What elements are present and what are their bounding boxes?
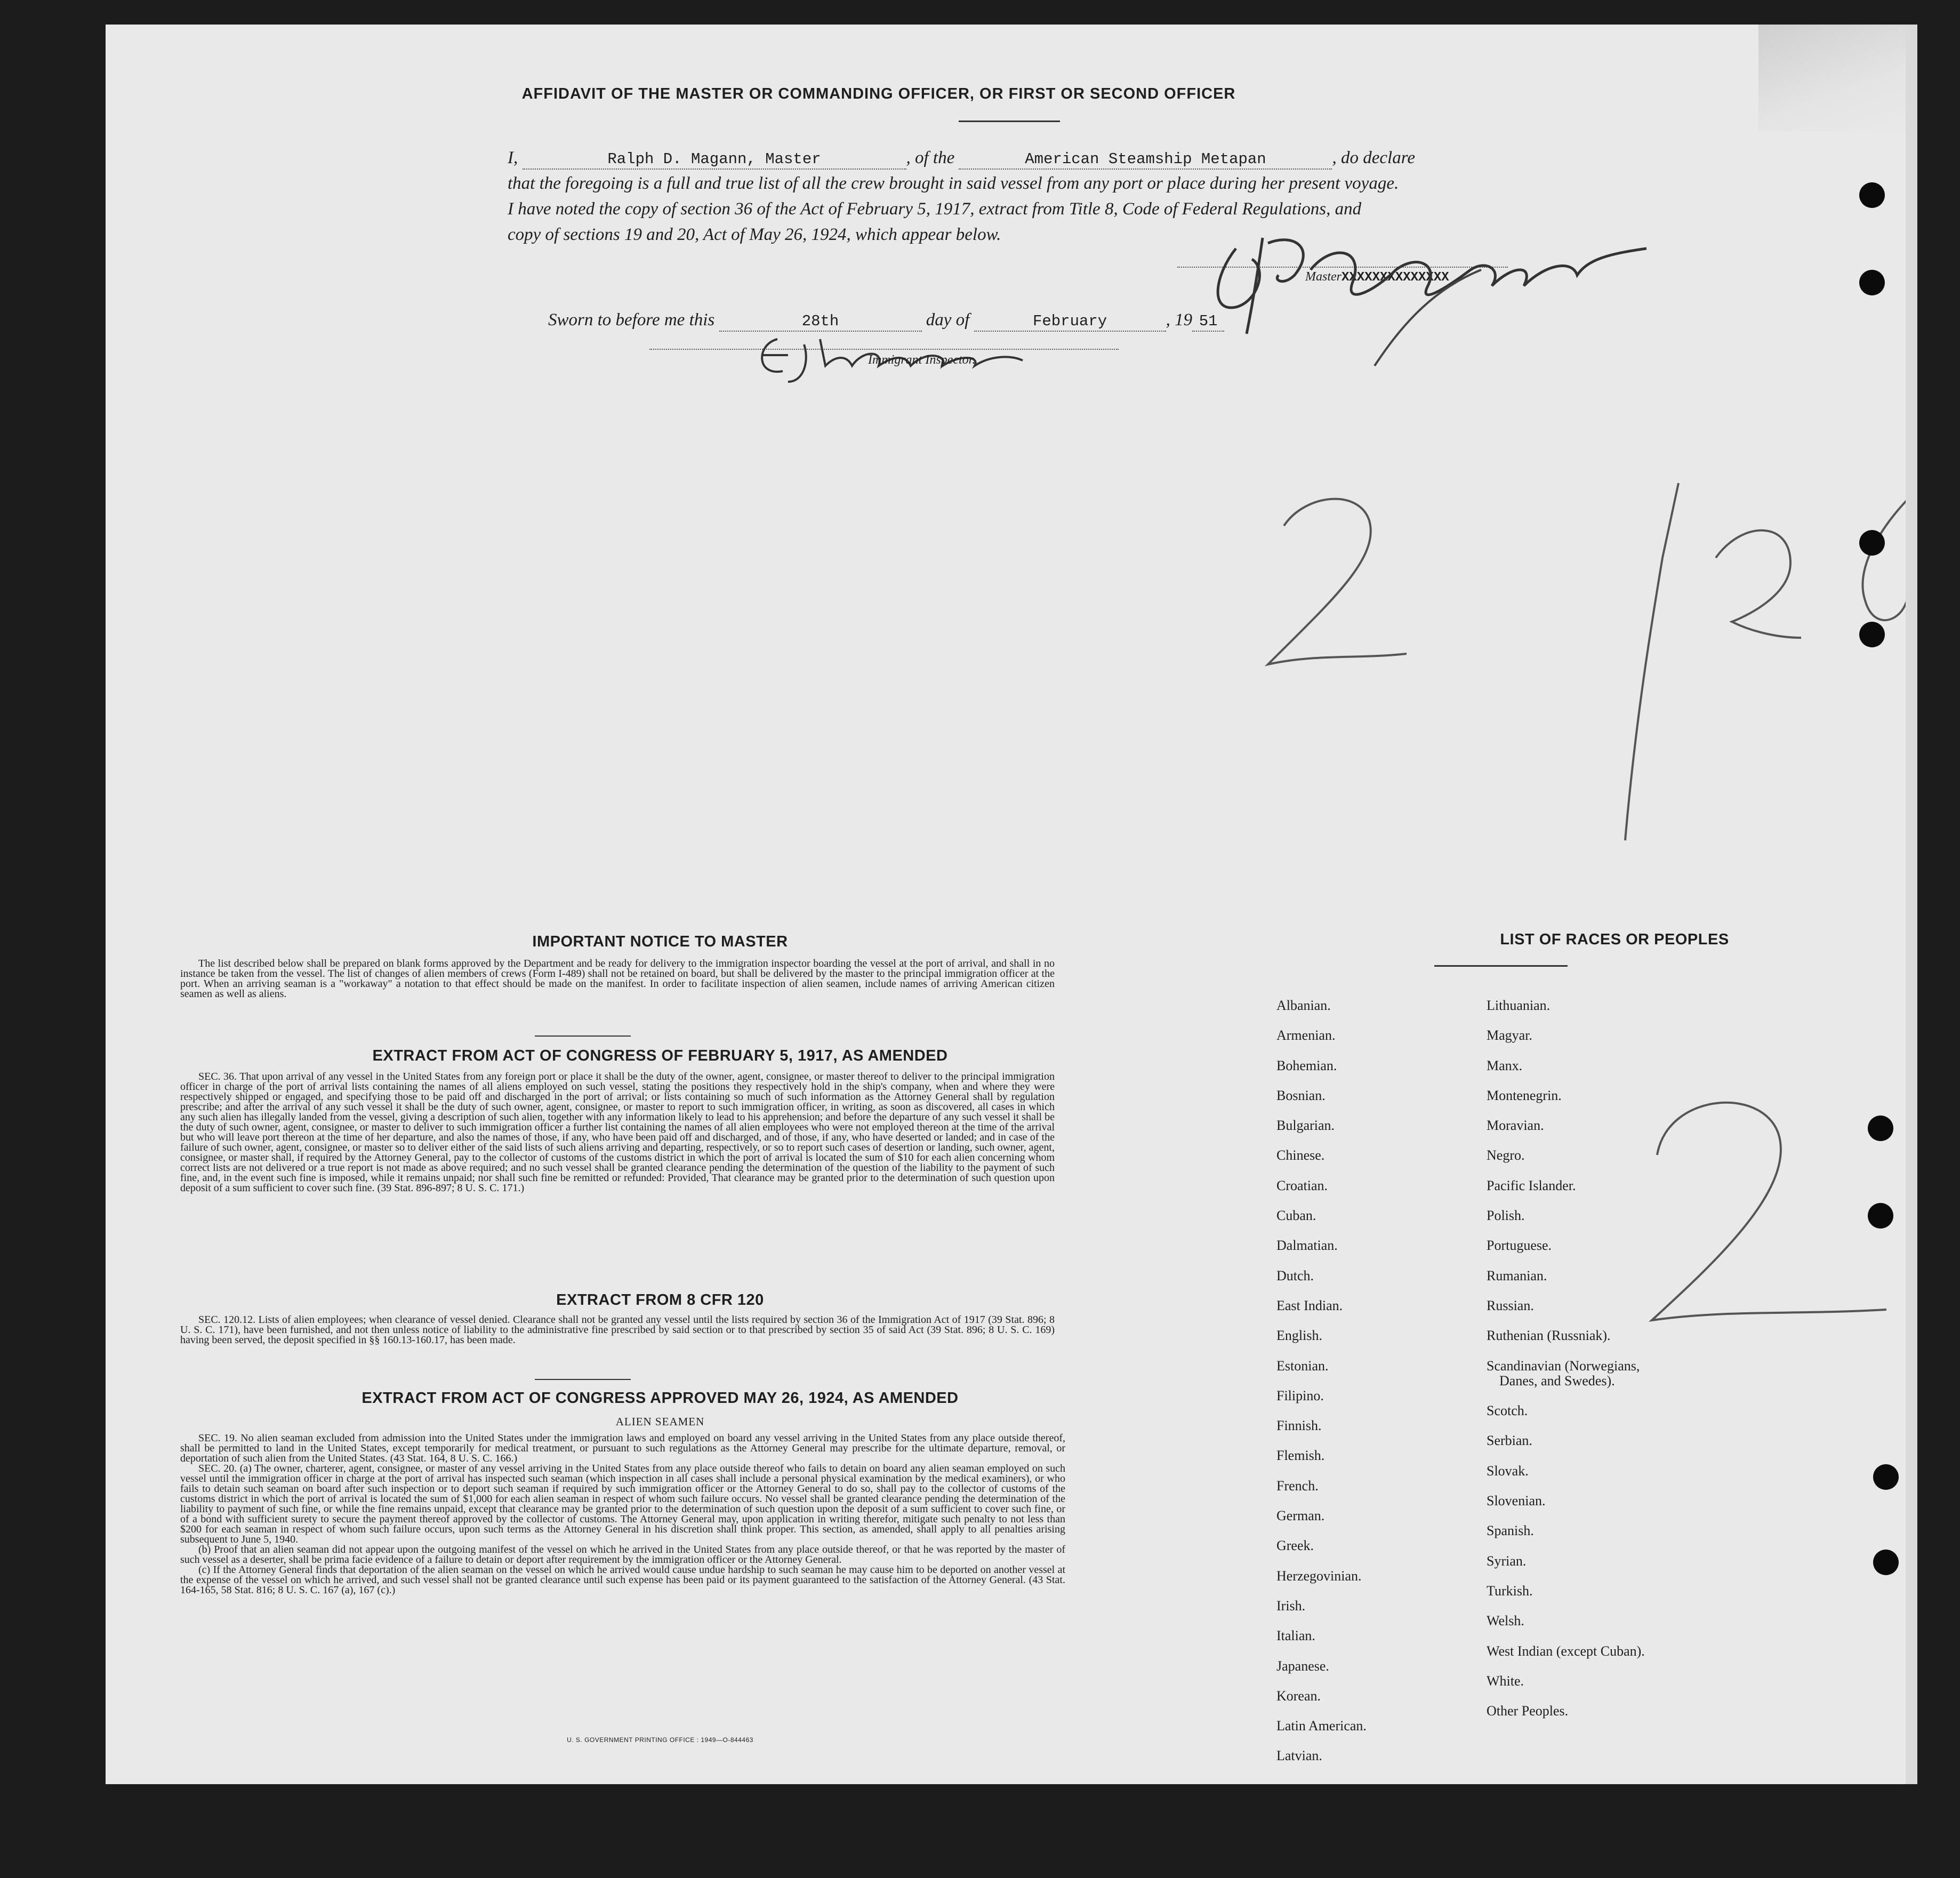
affidavit-line-3: I have noted the copy of section 36 of the Act of February 5, 1917, extract from Title 8, Code of Federal Regulations, and — [508, 199, 1362, 219]
extract-cfr-text — [180, 1315, 1055, 1345]
race-item: Polish. — [1487, 1208, 1525, 1224]
race-item: Montenegrin. — [1487, 1087, 1562, 1103]
inspector-caption: Immigrant Inspector. — [868, 353, 976, 367]
race-item: Spanish. — [1487, 1523, 1534, 1539]
race-item: Rumanian. — [1487, 1267, 1547, 1283]
races-title: LIST OF RACES OR PEOPLES — [1500, 931, 1729, 948]
sworn-year-field: 51 — [1192, 312, 1224, 332]
extract-cfr-title: EXTRACT FROM 8 CFR 120 — [556, 1291, 764, 1309]
race-item: Latvian. — [1276, 1748, 1322, 1764]
sec-20b-paragraph: (b) Proof that an alien seaman did not appear upon the outgoing manifest of the vessel on which he arrived in the United States from any place outside thereof, or that he was reported by the master of such vessel as a deserter, shall be prima facie evidence of a failure to detain or deport after requirement by the immigration officer or the Attorney General. — [180, 1544, 1065, 1566]
master-signature-mark — [1204, 227, 1673, 376]
race-item: Latin American. — [1276, 1718, 1367, 1734]
extract-cfr-paragraph: SEC. 120.12. Lists of alien employees; when clearance of vessel denied. Clearance shall not be granted any vessel until the lists required by section 36 of the Immigration Act of 1917 (39 Stat. 896; 8 U. S. C. 171), have been furnished, and not then unless notice of liability to the administrative fine prescribed by said section or to that prescribed by section 35 of said Act (39 Stat. 896; 8 U. S. C. 169) having been served, the deposit specified in §§ 160.13-160.17, has been made. — [180, 1314, 1055, 1346]
race-item: Turkish. — [1487, 1583, 1533, 1599]
race-item: Scotch. — [1487, 1403, 1528, 1419]
page-right-edge — [1906, 25, 1917, 1784]
race-item: West Indian (except Cuban). — [1487, 1643, 1645, 1659]
sworn-month-field: February — [974, 312, 1166, 332]
affidavit-line-4: copy of sections 19 and 20, Act of May 26, 1924, which appear below. — [508, 225, 1001, 244]
document-page — [106, 25, 1917, 1784]
sworn-year-prefix: , 19 — [1166, 310, 1193, 330]
affidavit-line-1 — [508, 145, 1638, 171]
race-item: Albanian. — [1276, 998, 1331, 1013]
race-item: Dalmatian. — [1276, 1238, 1338, 1254]
punch-hole — [1873, 1550, 1899, 1575]
race-item: White. — [1487, 1673, 1524, 1689]
master-caption-label: Master — [1305, 270, 1342, 284]
extract-1924-text — [180, 1433, 1065, 1595]
race-item: Portuguese. — [1487, 1238, 1552, 1254]
punch-hole — [1859, 530, 1885, 556]
punch-hole — [1868, 1115, 1893, 1141]
race-item: Italian. — [1276, 1628, 1315, 1644]
sec-19-paragraph: SEC. 19. No alien seaman excluded from admission into the United States under the immigration laws and employed on board any vessel arriving in the United States from any place outside thereof, shall be permitted to land in the United States, except temporarily for medical treatment, or pursuant to such regulations as the Attorney General may prescribe for the ultimate departure, removal, or deportation of such alien from the United States. (43 Stat. 164, 8 U. S. C. 166.) — [180, 1432, 1065, 1464]
race-item: Russian. — [1487, 1297, 1534, 1313]
race-item: Flemish. — [1276, 1448, 1325, 1464]
title-divider — [959, 121, 1060, 122]
race-item: Japanese. — [1276, 1658, 1329, 1674]
race-item: Bohemian. — [1276, 1057, 1337, 1073]
notice-paragraph: The list described below shall be prepared on blank forms approved by the Department and be ready for delivery to the immigration inspector boarding the vessel at the port of arrival, and shall in no instance be taken from the vessel. The list of changes of alien members of crews (Form I-489) shall not be retained on board, but shall be delivered by the master to the principal immigration officer at the port. When an arriving seaman is a "workaway" a notation to that effect should be made on the manifest. In order to facilitate inspection of alien seamen, include names of arriving American citizen seamen as well as aliens. — [180, 958, 1055, 1000]
race-item: Pacific Islander. — [1487, 1177, 1576, 1193]
punch-hole — [1868, 1203, 1893, 1229]
race-item: Filipino. — [1276, 1387, 1324, 1403]
race-item: English. — [1276, 1328, 1322, 1344]
race-item: Danes, and Swedes). — [1499, 1373, 1615, 1389]
race-item: Negro. — [1487, 1147, 1525, 1163]
sworn-day-of: day of — [926, 310, 970, 330]
race-item: Manx. — [1487, 1057, 1523, 1073]
race-item: Slovenian. — [1487, 1493, 1546, 1509]
punch-hole — [1859, 182, 1885, 208]
race-item: German. — [1276, 1508, 1325, 1524]
race-item: Lithuanian. — [1487, 998, 1551, 1013]
punch-hole — [1859, 270, 1885, 295]
race-item: Slovak. — [1487, 1463, 1529, 1479]
race-item: Croatian. — [1276, 1177, 1328, 1193]
punch-hole — [1859, 622, 1885, 647]
sec-20a-paragraph: SEC. 20. (a) The owner, charterer, agent, consignee, or master of any vessel arriving in the United States from any place outside thereof who fails to detain on board any alien seaman employed on such vessel until the immigration officer in charge at the port of arrival has inspected such seaman (which inspection in all cases shall include a personal physical examination by the medical examiners), or who fails to detain such seaman on board after such inspection or to deport such seaman if required by such immigration officer or the Attorney General to do so, shall pay to the collector of customs of the customs district in which the port of arrival is located the sum of $1,000 for each alien seaman in respect of whom such failure occurs. No vessel shall be granted clearance pending the determination of the liability to payment of such fine, or while the fine remains unpaid, except that clearance may be granted prior to the determination of such question upon the deposit of a sum sufficient to cover such fine, or of a bond with sufficient surety to secure the payment thereof approved by the collector of customs. The Attorney General may, upon application in writing therefor, mitigate such penalty to not less than $200 for each seaman in respect of whom such failure occurs, upon such terms as the Attorney General in his discretion shall think proper. This section, as amended, shall apply to all penalties arising subsequent to June 5, 1940. — [180, 1463, 1065, 1545]
gpo-imprint: U. S. GOVERNMENT PRINTING OFFICE : 1949—O-844463 — [567, 1736, 753, 1744]
vessel-name-field: American Steamship Metapan — [959, 150, 1332, 170]
cfr-divider — [535, 1379, 631, 1380]
sworn-label: Sworn to before me this — [548, 310, 715, 330]
extract-1917-paragraph: SEC. 36. That upon arrival of any vessel in the United States from any foreign port or place it shall be the duty of the owner, agent, consignee, or master thereof to deliver to the principal immigration officer in charge of the port of arrival lists containing the names of all aliens employed on such vessel, stating the positions they respectively hold in the ship's company, when and where they were respectively shipped or engaged, and specifying those to be paid off and discharged in the port of arrival; or lists containing so much of such information as the Attorney General shall by regulation prescribe; and after the arrival of any such vessel it shall be the duty of such owner, agent, consignee, or master to report to such immigration officer, in writing, as soon as discovered, all cases in which any such alien has illegally landed from the vessel, giving a description of such alien, together with any information likely to lead to his apprehension; and before the departure of any such vessel it shall be the duty of such owner, agent, consignee, or master to deliver to such immigration officer a further list containing the names of all alien employees who were not employed thereon at the time of the arrival but who will leave port thereon at the time of her departure, and also the names of those, if any, who have been paid off and discharged, and of those, if any, who have deserted or landed; and in case of the failure of such owner, agent, consignee, or master so to deliver either of the said lists of such aliens arriving and departing, respectively, or so to report such cases of desertion or landing, such owner, agent, consignee, or master shall, if required by the Attorney General, pay to the collector of customs of the customs district in which the port of arrival is located the sum of $10 for each alien concerning whom correct lists are not delivered or a true report is not made as above required; and no such vessel shall be granted clearance pending the determination of the question of the liability to the payment of such fine, and, in the event such fine is imposed, while it remains unpaid; nor shall such fine be remitted or refunded: Provided, That clearance may be granted prior to the determination of such question upon deposit of a sum sufficient to cover such fine. (39 Stat. 896-897; 8 U. S. C. 171.) — [180, 1071, 1055, 1194]
sworn-day-field: 28th — [719, 312, 922, 332]
affidavit-line-2: that the foregoing is a full and true list of all the crew brought in said vessel from any port or place during her present voyage. — [508, 174, 1399, 193]
extract-1924-title: EXTRACT FROM ACT OF CONGRESS APPROVED MAY 26, 1924, AS AMENDED — [362, 1390, 959, 1407]
punch-hole — [1873, 1464, 1899, 1490]
race-item: Serbian. — [1487, 1433, 1532, 1449]
race-item: East Indian. — [1276, 1297, 1343, 1313]
notice-text — [180, 959, 1055, 999]
master-strikeout: XXXXXXXXXXXXXX — [1342, 270, 1449, 285]
race-item: Herzegovinian. — [1276, 1568, 1362, 1584]
race-item: Armenian. — [1276, 1028, 1336, 1044]
race-item: Chinese. — [1276, 1147, 1325, 1163]
sec-20c-paragraph: (c) If the Attorney General finds that deportation of the alien seaman on the vessel on which he arrived would cause undue hardship to such seaman he may cause him to be deported on another vessel at the expense of the vessel on which he arrived, and such vessel shall not be granted clearance until such expense has been paid or its payment guaranteed to the satisfaction of the Attorney General. (43 Stat. 164-165, 58 Stat. 816; 8 U. S. C. 167 (a), 167 (c).) — [180, 1564, 1065, 1596]
notice-divider — [535, 1036, 631, 1037]
race-item: Moravian. — [1487, 1118, 1544, 1134]
race-item: Welsh. — [1487, 1613, 1524, 1629]
races-column-1 — [1276, 991, 1367, 1771]
extract-1917-title: EXTRACT FROM ACT OF CONGRESS OF FEBRUARY 5, 1917, AS AMENDED — [372, 1047, 948, 1064]
affidavit-pronoun: I, — [508, 148, 518, 167]
races-divider — [1434, 965, 1568, 967]
race-item: Finnish. — [1276, 1418, 1322, 1434]
race-item: Syrian. — [1487, 1553, 1527, 1569]
handwritten-date-mark — [1252, 462, 1917, 942]
race-item: Other Peoples. — [1487, 1703, 1569, 1719]
race-item: Greek. — [1276, 1538, 1314, 1554]
race-item: Dutch. — [1276, 1267, 1314, 1283]
affidavit-title: AFFIDAVIT OF THE MASTER OR COMMANDING OFFICER, OR FIRST OR SECOND OFFICER — [521, 85, 1236, 102]
race-item: Ruthenian (Russniak). — [1487, 1328, 1611, 1344]
race-item: Scandinavian (Norwegians, — [1487, 1358, 1640, 1374]
race-item: Bulgarian. — [1276, 1118, 1335, 1134]
race-item: Estonian. — [1276, 1358, 1329, 1374]
master-name-field: Ralph D. Magann, Master — [523, 150, 906, 170]
alien-seamen-subtitle: ALIEN SEAMEN — [615, 1415, 705, 1428]
notice-title: IMPORTANT NOTICE TO MASTER — [532, 933, 788, 950]
race-item: Irish. — [1276, 1598, 1306, 1614]
race-item: Korean. — [1276, 1688, 1321, 1704]
affidavit-declare: , do declare — [1332, 148, 1415, 167]
corner-stain — [1758, 25, 1917, 131]
race-item: French. — [1276, 1478, 1319, 1494]
race-item: Bosnian. — [1276, 1087, 1326, 1103]
extract-1917-text — [180, 1072, 1055, 1193]
race-item: Cuban. — [1276, 1208, 1316, 1224]
races-column-2 — [1487, 991, 1645, 1726]
affidavit-of-the: , of the — [906, 148, 955, 167]
race-item: Magyar. — [1487, 1028, 1532, 1044]
